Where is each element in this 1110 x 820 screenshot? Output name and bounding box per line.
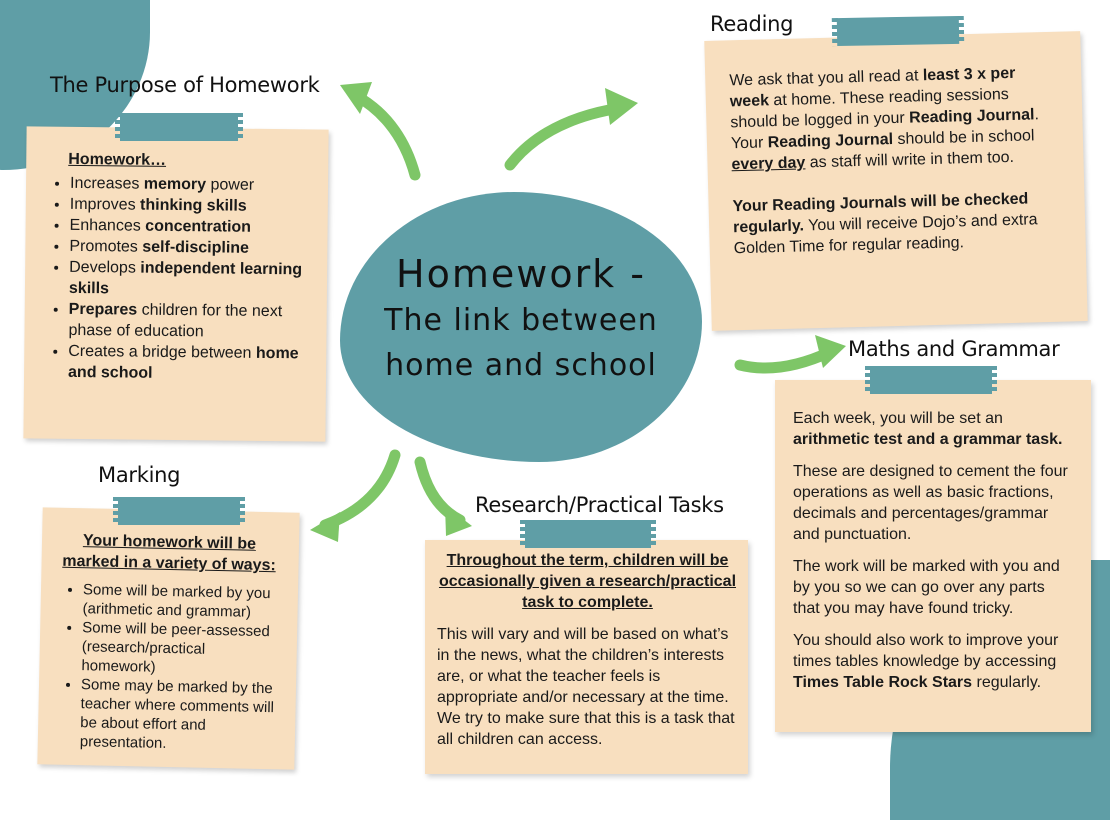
reading-p1-c: at home. These reading sessions should be logged in your (730, 86, 1009, 131)
purpose-heading: The Purpose of Homework (50, 73, 320, 97)
arrowhead-marking (310, 512, 340, 542)
maths-paragraph-4 (793, 630, 1073, 693)
reading-p2-b: You will receive Dojo’s and extra Golden Time for regular reading. (733, 211, 1037, 257)
research-body: This will vary and will be based on what’s in the news, what the children’s interests are, or what the teacher feels is appropriate and/or necessary at the time. We try to make sure that this is a task that all children can access. (437, 624, 738, 750)
arrow-to-reading (510, 108, 620, 165)
reading-p1-e: . Your (731, 106, 1039, 152)
purpose-item-text: Enhances (70, 217, 146, 235)
purpose-list-item (69, 236, 313, 260)
maths-note (775, 380, 1091, 732)
maths-p1-b: arithmetic test and a grammar task. (793, 431, 1062, 448)
purpose-item-text: Improves (70, 196, 140, 214)
maths-paragraph-2: These are designed to cement the four operations as well as basic fractions, decimals and percentages/grammar and punctuation. (793, 461, 1073, 545)
maths-tape (870, 366, 992, 394)
arrowhead-research (445, 505, 472, 536)
purpose-note (23, 126, 328, 441)
purpose-item-text: Develops (69, 259, 140, 277)
marking-tape (118, 497, 240, 525)
purpose-list-item (68, 299, 312, 344)
purpose-list (38, 173, 314, 386)
maths-p1-a: Each week, you will be set an (793, 410, 1003, 427)
purpose-item-bold: concentration (145, 218, 251, 236)
reading-paragraph-2 (732, 188, 1062, 260)
purpose-item-bold: Prepares (69, 301, 138, 319)
center-title-line1: Homework - (340, 250, 702, 298)
arrow-to-purpose (355, 95, 415, 175)
reading-heading: Reading (710, 12, 793, 36)
center-title-line3: home and school (340, 344, 702, 388)
reading-paragraph-1 (729, 62, 1060, 176)
center-title (340, 250, 702, 388)
reading-tape (837, 16, 959, 46)
purpose-list-item (70, 173, 314, 197)
purpose-tape (120, 113, 238, 141)
marking-intro: Your homework will be marked in a variety of ways: (53, 530, 285, 577)
marking-list-item: • Some will be peer-assessed (research/practical homework) (81, 618, 283, 679)
marking-note (37, 507, 299, 769)
research-heading: Research/Practical Tasks (475, 493, 724, 517)
purpose-item-text: Creates a bridge between (68, 343, 256, 362)
research-intro: Throughout the term, children will be occasionally given a research/practical task to complete. (437, 550, 738, 613)
purpose-item-bold: independent learning skills (69, 260, 302, 298)
arrowhead-maths (815, 335, 846, 368)
arrowhead-reading (605, 88, 638, 125)
purpose-item-bold: thinking skills (140, 197, 247, 215)
reading-p1-f: Reading Journal (768, 131, 894, 151)
maths-heading: Maths and Grammar (848, 337, 1059, 361)
reading-p1-g: should be in school (893, 127, 1035, 148)
research-note (425, 540, 748, 774)
maths-p4-b: Times Table Rock Stars (793, 674, 972, 691)
maths-paragraph-3: The work will be marked with you and by you so we can go over any parts that you may have found tricky. (793, 556, 1073, 619)
purpose-item-text: power (206, 176, 254, 194)
marking-list (50, 580, 285, 756)
purpose-item-text: children for the next phase of education (68, 302, 282, 341)
reading-p1-i: as staff will write in them too. (805, 149, 1014, 171)
reading-p1-d: Reading Journal (909, 106, 1035, 126)
purpose-item-text: Increases (70, 175, 144, 193)
arrow-to-marking (325, 455, 395, 525)
purpose-list-item (68, 341, 312, 386)
marking-list-item: • Some will be marked by you (arithmetic and grammar) (82, 580, 284, 622)
marking-list-item: • Some may be marked by the teacher where comments will be about effort and presentation. (80, 675, 283, 755)
purpose-list-item (69, 257, 313, 302)
reading-note (704, 31, 1087, 331)
purpose-item-bold: memory (144, 176, 206, 194)
arrow-to-research (420, 462, 460, 520)
marking-heading: Marking (98, 463, 180, 487)
purpose-item-text: Promotes (69, 238, 142, 256)
maths-p4-a: You should also work to improve your times tables knowledge by accessing (793, 632, 1058, 670)
reading-p1-a: We ask that you all read at (729, 67, 923, 89)
reading-p2-a: Your Reading Journals will be checked regularly. (732, 191, 1028, 237)
reading-p1-b: least 3 x per week (730, 65, 1016, 110)
center-title-line2: The link between (340, 298, 702, 344)
purpose-item-bold: home and school (68, 345, 299, 382)
arrow-to-maths (740, 352, 830, 368)
purpose-list-item (70, 194, 314, 218)
purpose-list-item (69, 215, 313, 239)
purpose-item-bold: self-discipline (142, 239, 249, 257)
maths-paragraph-1 (793, 408, 1073, 450)
reading-p1-h: every day (731, 154, 805, 173)
maths-p4-c: regularly. (972, 674, 1041, 691)
research-tape (525, 520, 651, 548)
purpose-intro: Homework… (40, 149, 314, 173)
